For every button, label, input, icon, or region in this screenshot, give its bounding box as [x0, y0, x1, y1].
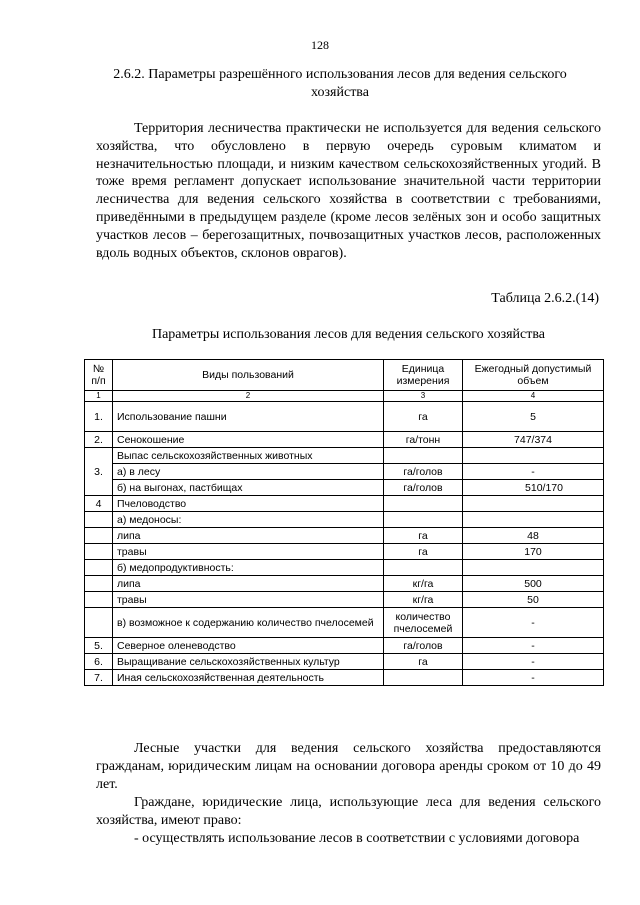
row-volume: - — [463, 654, 604, 670]
row-unit — [384, 560, 463, 576]
table-row — [85, 544, 604, 560]
table-row — [85, 480, 604, 496]
row-num: 3. — [85, 448, 113, 496]
row-unit — [384, 496, 463, 512]
row-num-empty — [85, 560, 113, 576]
table-row — [85, 528, 604, 544]
table-row — [85, 464, 604, 480]
table-row — [85, 592, 604, 608]
row-kind: а) медоносы: — [113, 512, 384, 528]
row-num: 5. — [85, 638, 113, 654]
page-number: 128 — [311, 38, 329, 52]
row-kind: Иная сельскохозяйственная деятельность — [113, 670, 384, 686]
row-volume: - — [463, 670, 604, 686]
header-volume: Ежегодный допустимый объем — [463, 360, 604, 391]
header-kind: Виды пользований — [113, 360, 384, 391]
row-volume: 48 — [463, 528, 604, 544]
table-row — [85, 496, 604, 512]
row-volume: 50 — [463, 592, 604, 608]
row-kind: травы — [113, 592, 384, 608]
row-unit — [384, 512, 463, 528]
row-unit — [384, 670, 463, 686]
row-kind: в) возможное к содержанию количество пчелосемей — [113, 608, 384, 638]
row-volume: 5 — [463, 402, 604, 432]
row-unit: га — [384, 528, 463, 544]
row-num-empty — [85, 576, 113, 592]
row-volume: 170 — [463, 544, 604, 560]
row-volume — [463, 496, 604, 512]
row-kind: а) в лесу — [113, 464, 384, 480]
table-caption: Параметры использования лесов для ведения сельского хозяйства — [151, 327, 545, 342]
row-unit: га/голов — [384, 480, 463, 496]
row-unit: га — [384, 402, 463, 432]
row-kind: Северное оленеводство — [113, 638, 384, 654]
intro-paragraph: Территория лесничества практически не используется для ведения сельского хозяйства, что обусловлено в первую очередь суровым климатом и незначительностью площади, и низким качеством сельскохозяйственных угодий. В тоже время регламент допускает использование значительной части территории лесничества для ведения сельского хозяйства в соответствии с требованиями, приведёнными в предыдущем разделе (кроме лесов зелёных зон и особо защитных участков лесов – берегозащитных, почвозащитных участков лесов, расположенных вдоль водных объектов, склонов оврагов). — [96, 121, 601, 261]
row-unit — [384, 448, 463, 464]
header-unit: Единица измерения — [384, 360, 463, 391]
col-index: 1 — [85, 391, 113, 402]
row-unit: га — [384, 654, 463, 670]
parameters-table — [84, 359, 604, 686]
row-num-empty — [85, 512, 113, 528]
row-kind: б) на выгонах, пастбищах — [113, 480, 384, 496]
row-kind: Сенокошение — [113, 432, 384, 448]
table-label: Таблица 2.6.2.(14) — [491, 291, 599, 306]
col-index: 2 — [113, 391, 384, 402]
table-row — [85, 432, 604, 448]
row-unit: га/голов — [384, 464, 463, 480]
table-row — [85, 512, 604, 528]
column-index-row — [85, 391, 604, 402]
row-unit: кг/га — [384, 576, 463, 592]
row-kind: липа — [113, 576, 384, 592]
table-header-row — [85, 360, 604, 391]
row-num: 6. — [85, 654, 113, 670]
paragraph-lease-terms: Лесные участки для ведения сельского хозяйства предоставляются гражданам, юридическим лицам на основании договора аренды сроком от 10 до 49 лет. — [96, 741, 601, 792]
table-row — [85, 448, 604, 464]
row-kind: Использование пашни — [113, 402, 384, 432]
row-volume — [463, 560, 604, 576]
row-num: 1. — [85, 402, 113, 432]
row-kind: травы — [113, 544, 384, 560]
row-unit: га — [384, 544, 463, 560]
header-num: № п/п — [85, 360, 113, 391]
row-volume: 500 — [463, 576, 604, 592]
row-num-empty — [85, 608, 113, 638]
row-num: 7. — [85, 670, 113, 686]
row-kind: липа — [113, 528, 384, 544]
row-unit: количество пчелосемей — [384, 608, 463, 638]
col-index: 3 — [384, 391, 463, 402]
table-row — [85, 654, 604, 670]
row-volume: - — [463, 608, 604, 638]
table-row — [85, 576, 604, 592]
row-num: 2. — [85, 432, 113, 448]
row-kind: б) медопродуктивность: — [113, 560, 384, 576]
table-row — [85, 670, 604, 686]
row-unit: га/тонн — [384, 432, 463, 448]
row-kind: Пчеловодство — [113, 496, 384, 512]
table-row — [85, 560, 604, 576]
row-volume — [463, 512, 604, 528]
table-row — [85, 402, 604, 432]
row-unit: кг/га — [384, 592, 463, 608]
row-num-empty — [85, 592, 113, 608]
row-volume: 747/374 — [463, 432, 604, 448]
table-row — [85, 638, 604, 654]
col-index: 4 — [463, 391, 604, 402]
row-kind: Выпас сельскохозяйственных животных — [113, 448, 384, 464]
row-num-empty — [85, 544, 113, 560]
row-unit: га/голов — [384, 638, 463, 654]
row-volume: - — [463, 464, 604, 480]
table-row — [85, 608, 604, 638]
row-kind: Выращивание сельскохозяйственных культур — [113, 654, 384, 670]
row-num-empty — [85, 528, 113, 544]
paragraph-rights-item: - осуществлять использование лесов в соответствии с условиями договора — [134, 831, 580, 846]
row-num: 4 — [85, 496, 113, 512]
section-title: 2.6.2. Параметры разрешённого использования лесов для ведения сельского хозяйства — [113, 67, 567, 100]
row-volume: - — [463, 638, 604, 654]
row-volume — [463, 448, 604, 464]
row-volume: 510/170 — [463, 480, 604, 496]
paragraph-rights-intro: Граждане, юридические лица, использующие леса для ведения сельского хозяйства, имеют право: — [96, 795, 601, 828]
